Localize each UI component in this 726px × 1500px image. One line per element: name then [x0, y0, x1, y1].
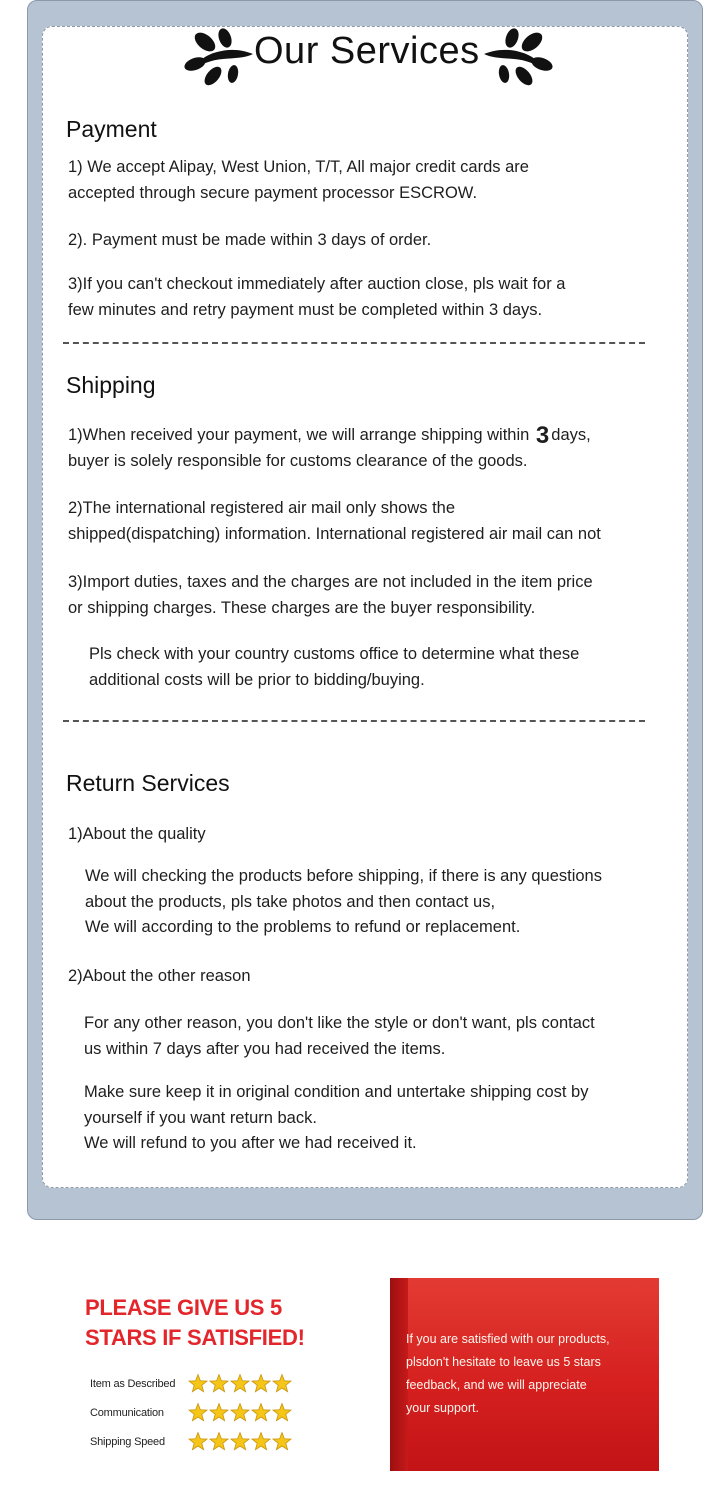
star-icon [231, 1404, 249, 1421]
star-icon [210, 1375, 228, 1392]
feedback-title-line-2: STARS IF SATISFIED! [85, 1325, 305, 1350]
shipping-item-3-line-2: or shipping charges. These charges are the buyer responsibility. [68, 598, 536, 617]
shipping-item-1 [68, 423, 591, 474]
returns-other-text [84, 1011, 595, 1062]
right-leaf-ornament-icon [482, 24, 554, 90]
rating-stars-communication [188, 1403, 292, 1423]
returns-quality-line-1: We will checking the products before shipping, if there is any questions [85, 867, 602, 885]
section-divider [63, 720, 645, 722]
star-icon [252, 1375, 270, 1392]
returns-condition-line-3: We will refund to you after we had received it. [84, 1134, 417, 1152]
feedback-message-line-1: If you are satisfied with our products, [406, 1332, 610, 1346]
returns-other-label: 2)About the other reason [68, 967, 251, 985]
star-icon [231, 1375, 249, 1392]
payment-item-3 [68, 272, 565, 323]
payment-item-2-line-1: 2). Payment must be made within 3 days of order. [68, 231, 432, 249]
shipping-days-number: 3 [535, 422, 550, 449]
shipping-item-3-line-1: 3)Import duties, taxes and the charges are not included in the item price [68, 573, 593, 591]
shipping-item-2 [68, 496, 601, 547]
star-icon [273, 1375, 291, 1392]
star-icon [189, 1433, 207, 1450]
feedback-message [406, 1328, 610, 1420]
section-divider [63, 342, 645, 344]
shipping-heading: Shipping [66, 372, 156, 398]
star-icon [189, 1404, 207, 1421]
returns-other-line-2: us within 7 days after you had received the items. [84, 1039, 446, 1058]
payment-heading: Payment [66, 116, 157, 142]
rating-label-communication: Communication [90, 1407, 164, 1419]
star-icon [252, 1404, 270, 1421]
feedback-title-line-1: PLEASE GIVE US 5 [85, 1295, 282, 1320]
feedback-message-line-2: plsdon't hesitate to leave us 5 stars [406, 1355, 601, 1369]
shipping-customs-line-1: Pls check with your country customs office to determine what these [89, 645, 580, 663]
shipping-item-2-line-2: shipped(dispatching) information. International registered air mail can not [68, 524, 601, 543]
returns-quality-line-2: about the products, pls take photos and then contact us, [85, 892, 496, 911]
shipping-customs-note [89, 642, 579, 693]
payment-item-3-line-1: 3)If you can't checkout immediately after auction close, pls wait for a [68, 275, 566, 293]
returns-heading: Return Services [66, 770, 230, 796]
star-icon [273, 1433, 291, 1450]
payment-item-3-line-2: few minutes and retry payment must be completed within 3 days. [68, 300, 543, 319]
shipping-customs-line-2: additional costs will be prior to bidding/buying. [89, 670, 425, 689]
feedback-message-line-3: feedback, and we will appreciate [406, 1378, 587, 1392]
star-icon [252, 1433, 270, 1450]
rating-label-shipping-speed: Shipping Speed [90, 1436, 165, 1448]
returns-quality-label: 1)About the quality [68, 825, 206, 843]
shipping-item-1-line-1 [68, 423, 591, 449]
shipping-item-1-text: 1)When received your payment, we will arrange shipping within [68, 426, 530, 444]
feedback-message-line-4: your support. [406, 1401, 479, 1415]
star-icon [231, 1433, 249, 1450]
star-icon [273, 1404, 291, 1421]
payment-item-1-line-1: 1) We accept Alipay, West Union, T/T, All major credit cards are [68, 158, 529, 176]
shipping-item-1-line-2: buyer is solely responsible for customs clearance of the goods. [68, 451, 528, 470]
shipping-item-2-line-1: 2)The international registered air mail only shows the [68, 499, 456, 517]
payment-item-2 [68, 228, 431, 254]
rating-label-item-as-described: Item as Described [90, 1378, 176, 1390]
returns-other-line-1: For any other reason, you don't like the style or don't want, pls contact [84, 1014, 595, 1032]
shipping-item-1-suffix: days, [551, 426, 591, 444]
returns-condition-line-1: Make sure keep it in original condition and untertake shipping cost by [84, 1083, 589, 1101]
star-icon [189, 1375, 207, 1392]
star-icon [210, 1404, 228, 1421]
payment-item-1-line-2: accepted through secure payment processor ESCROW. [68, 183, 478, 202]
rating-stars-shipping-speed [188, 1432, 292, 1452]
returns-condition-line-2: yourself if you want return back. [84, 1108, 317, 1127]
payment-item-1 [68, 155, 529, 206]
returns-quality-line-3: We will according to the problems to refund or replacement. [85, 918, 521, 936]
star-icon [210, 1433, 228, 1450]
rating-stars-item-as-described [188, 1374, 292, 1394]
page-title: Our Services [254, 30, 480, 72]
returns-quality-text [85, 864, 602, 941]
shipping-item-3 [68, 570, 593, 621]
left-leaf-ornament-icon [183, 24, 255, 90]
returns-condition-text [84, 1080, 588, 1157]
feedback-title [85, 1293, 305, 1353]
